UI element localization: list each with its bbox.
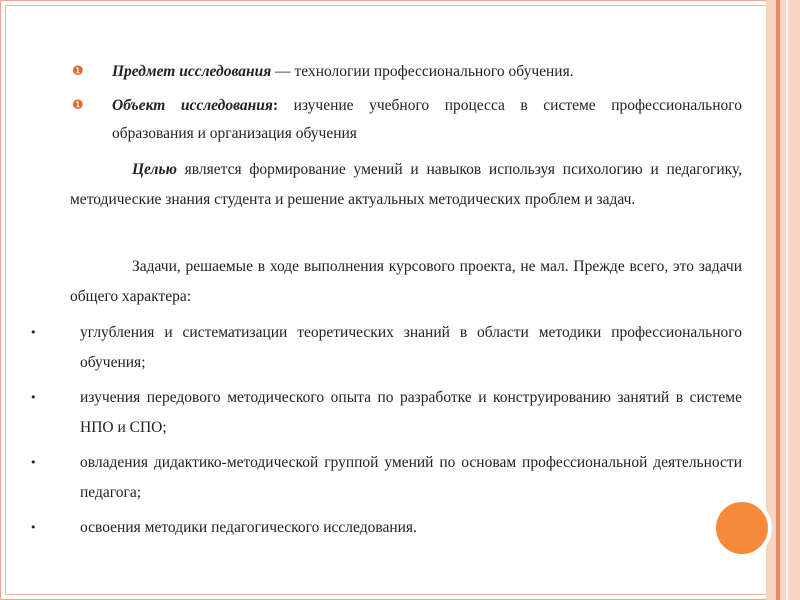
- tasks-text: Задачи, решаемые в ходе выполнения курсового проекта, не мал. Прежде всего, это задачи общего характера:: [70, 258, 742, 305]
- arrow-bullet-icon: ❶: [72, 98, 84, 113]
- list-item: • овладения дидактико-методической группой умений по основам профессиональной деятельности педагога;: [30, 448, 742, 508]
- list-item: • изучения передового методического опыта по разработке и конструированию занятий в системе НПО и СПО;: [30, 383, 742, 443]
- object-item: [72, 92, 742, 148]
- goal-label: Целью: [132, 161, 177, 178]
- arrow-bullet-icon: ❶: [72, 64, 84, 79]
- goal-text: является формирование умений и навыков используя психологию и педагогику, методические знания студента и решение актуальных методических проблем и задач.: [70, 161, 742, 208]
- object-colon: :: [272, 97, 279, 114]
- object-text: изучение учебного процесса в системе профессионального образования и организация обучения: [112, 97, 742, 142]
- goal-paragraph: [70, 155, 742, 215]
- subject-label: Предмет исследования: [112, 63, 272, 80]
- subject-item: [72, 58, 742, 86]
- dot-bullet-icon: •: [30, 456, 37, 469]
- subject-text: — технологии профессионального обучения.: [271, 63, 574, 80]
- tasks-paragraph: [70, 252, 742, 312]
- dot-bullet-icon: •: [30, 391, 37, 404]
- object-label: Объект исследования: [112, 97, 273, 114]
- list-item: • углубления и систематизации теоретических знаний в области методики профессионального обучения;: [30, 318, 742, 378]
- list-item: • освоения методики педагогического исследования.: [30, 513, 742, 543]
- dot-bullet-icon: •: [30, 521, 37, 534]
- dot-bullet-icon: •: [30, 326, 37, 339]
